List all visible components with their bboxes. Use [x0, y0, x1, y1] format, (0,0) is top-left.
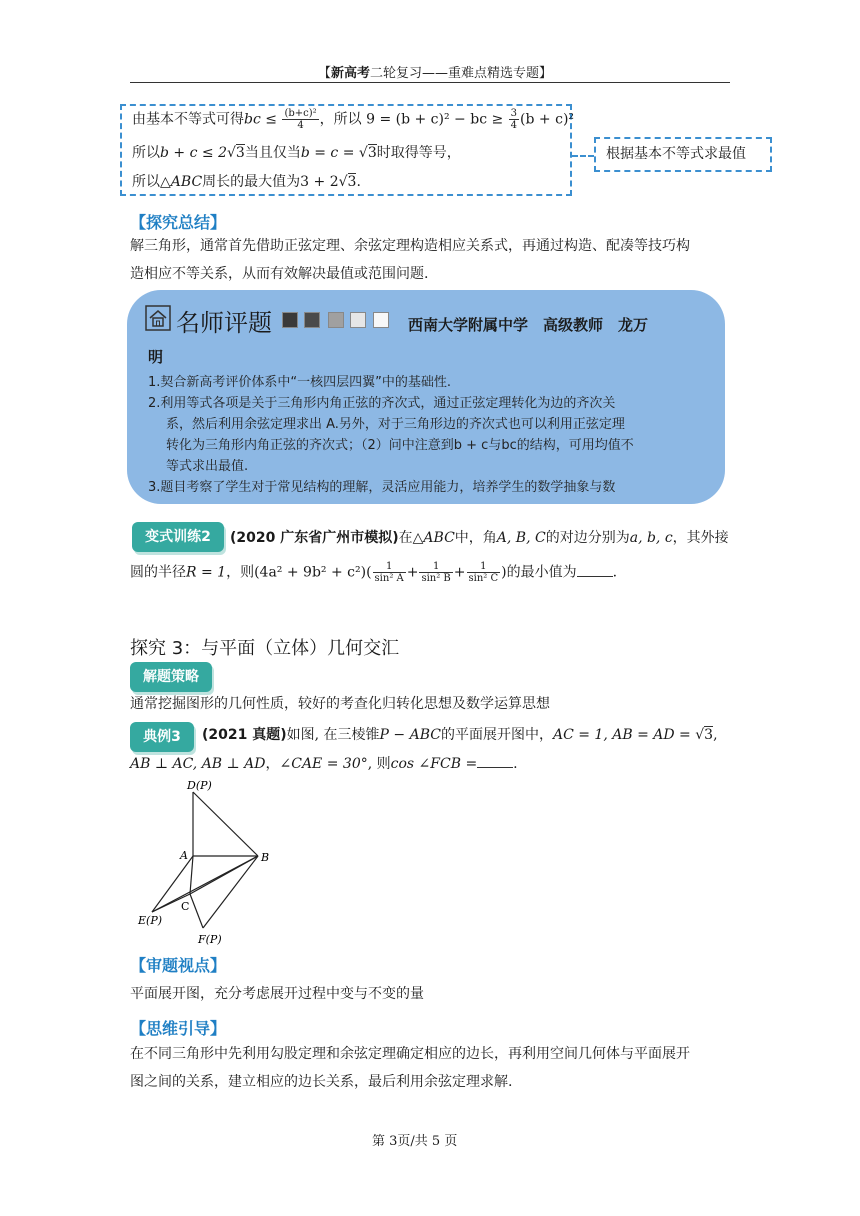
- fraction: $\frac{1}{\text{sin² B}}$: [421, 561, 451, 584]
- panel-item: 系，然后利用余弦定理求出 A.另外，对于三角形边的齐次式也可以利用正弦定理: [166, 417, 625, 432]
- label-D: D(P): [187, 779, 212, 792]
- rating-square: [328, 312, 344, 328]
- guide-line-1: 在不同三角形中先利用勾股定理和余弦定理确定相应的边长，再利用空间几何体与平面展开: [130, 1046, 690, 1062]
- rating-square: [373, 312, 389, 328]
- variant-line-2: 圆的半径R = 1，则(4a² + 9b² + c²)( $\frac{1}{\text{sin² A}}$ + $\frac{1}{\text{sin² B}}$ + $\frac{1}{\text{sin² C}}$ )的最小值为 .: [130, 561, 618, 584]
- solution-line-3: 所以△ABC周长的最大值为3 + 2√3.: [132, 174, 361, 190]
- side-note: 根据基本不等式求最值: [594, 137, 772, 172]
- edge-FB: [203, 856, 258, 928]
- label-C: C: [181, 900, 190, 913]
- review-heading: 【审题视点】: [130, 956, 227, 975]
- answer-blank[interactable]: [577, 564, 613, 577]
- section-heading: 探究 3：与平面（立体）几何交汇: [130, 638, 400, 659]
- review-text: 平面展开图，充分考虑展开过程中变与不变的量: [130, 986, 424, 1002]
- solution-line-1: 由基本不等式可得bc ≤ $\frac{\text{(b+c)²}}{4}$ ，所以 9 = (b + c)² − bc ≥ $\frac{3}{4}$ (b + c)²: [132, 108, 575, 131]
- label-F: F(P): [198, 933, 222, 946]
- panel-item: 等式求出最值.: [166, 459, 249, 474]
- fraction: $\frac{1}{\text{sin² C}}$: [468, 561, 499, 584]
- teacher-info-cont: 明: [148, 348, 164, 366]
- example-line-1: (2021 真题)如图, 在三棱锥P − ABC的平面展开图中，AC = 1, AB = AD = √3,: [202, 727, 718, 743]
- example-line-2: AB ⊥ AC, AB ⊥ AD，∠CAE = 30°, 则cos ∠FCB = .: [130, 756, 518, 772]
- rating-square: [282, 312, 298, 328]
- strategy-text: 通常挖掘图形的几何性质，较好的考查化归转化思想及数学运算思想: [130, 696, 550, 712]
- panel-title: 名师评题: [176, 309, 272, 337]
- summary-line-1: 解三角形，通常首先借助正弦定理、余弦定理构造相应关系式，再通过构造、配凑等技巧构: [130, 238, 690, 254]
- page-header: 【新高考二轮复习——重难点精选专题】: [318, 66, 553, 81]
- fraction: $\frac{3}{4}$: [510, 108, 518, 131]
- label-B: B: [261, 851, 270, 864]
- home-icon: [145, 305, 171, 331]
- page-footer: 第 3页/共 5 页: [372, 1134, 458, 1149]
- guide-heading: 【思维引导】: [130, 1019, 227, 1038]
- panel-item: 3.题目考察了学生对于常见结构的理解，灵活应用能力，培养学生的数学抽象与数: [148, 480, 616, 495]
- label-E: E(P): [138, 914, 163, 927]
- summary-heading: 【探究总结】: [130, 213, 227, 232]
- edge-AC: [190, 856, 193, 894]
- example-tag: 典例3: [130, 722, 194, 752]
- panel-item: 1.契合新高考评价体系中“一核四层四翼”中的基础性.: [148, 375, 452, 390]
- teacher-info: 西南大学附属中学 高级教师 龙万: [408, 316, 649, 334]
- panel-item: 转化为三角形内角正弦的齐次式；（2）问中注意到b + c与bc的结构，可用均值不: [166, 438, 634, 453]
- variant-line-1: (2020 广东省广州市模拟)在△ABC中，角A, B, C的对边分别为a, b, c，其外接: [230, 530, 729, 546]
- variant-tag: 变式训练2: [132, 522, 224, 552]
- rating-square: [350, 312, 366, 328]
- summary-line-2: 造相应不等关系，从而有效解决最值或范围问题.: [130, 266, 429, 282]
- net-figure: [130, 776, 290, 948]
- rating-square: [304, 312, 320, 328]
- strategy-tag: 解题策略: [130, 662, 212, 692]
- solution-line-2: 所以b + c ≤ 2√3当且仅当b = c = √3时取得等号，: [132, 145, 461, 161]
- edge-CB: [190, 856, 258, 894]
- edge-DB: [193, 792, 258, 856]
- header-divider: [130, 82, 730, 83]
- edge-CF: [190, 894, 203, 928]
- label-A: A: [180, 849, 188, 862]
- fraction: $\frac{1}{\text{sin² A}}$: [374, 561, 404, 584]
- fraction: $\frac{\text{(b+c)²}}{4}$: [284, 108, 317, 131]
- panel-item: 2.利用等式各项是关于三角形内角正弦的齐次式，通过正弦定理转化为边的齐次关: [148, 396, 616, 411]
- answer-blank[interactable]: [477, 755, 513, 768]
- guide-line-2: 图之间的关系，建立相应的边长关系，最后利用余弦定理求解.: [130, 1074, 513, 1090]
- note-connector: [572, 155, 594, 157]
